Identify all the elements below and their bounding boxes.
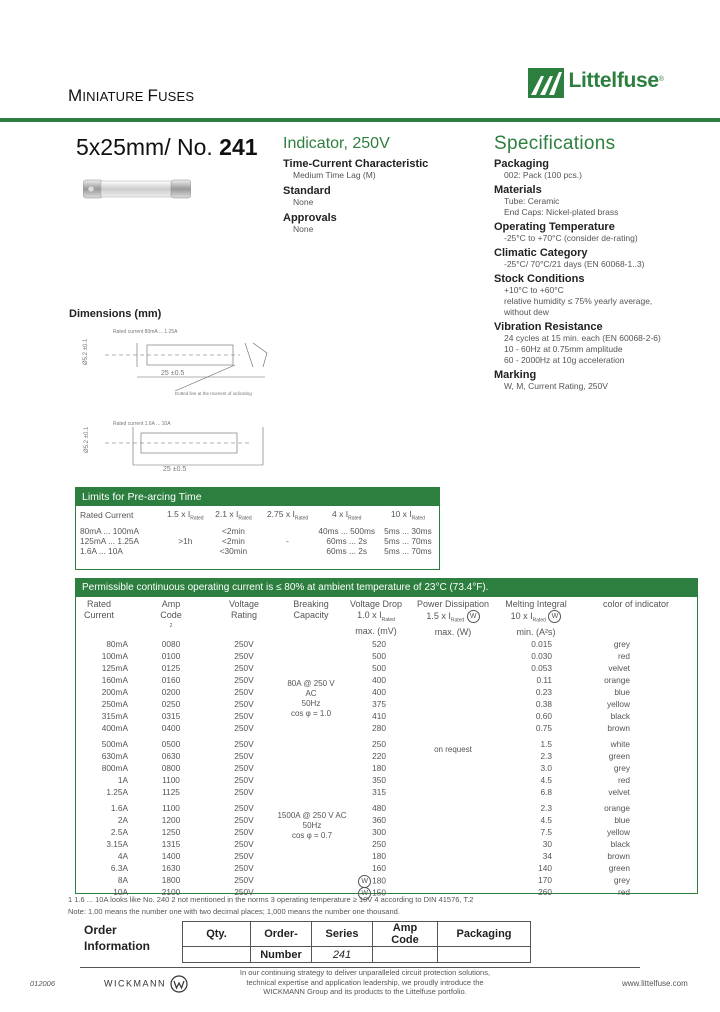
prearc-cell: <30min — [219, 545, 248, 556]
rating-cell: 4.5 — [540, 815, 552, 825]
prearc-title: Limits for Pre-arcing Time — [76, 488, 439, 506]
rating-cell: 1100 — [162, 803, 180, 813]
rating-cell: 6.8 — [540, 787, 552, 797]
hdr-power: Power Dissipation 1.5 x $I_{Rated}$ W max. (W) — [416, 599, 490, 637]
characteristics — [283, 158, 483, 235]
rating-cell: 250V — [234, 651, 254, 661]
prearc-cell: 1.6A ... 10A — [80, 545, 123, 556]
rating-cell: black — [610, 839, 630, 849]
rating-cell: red — [618, 651, 630, 661]
callout: Dotted line at the moment of indicating — [175, 391, 252, 396]
rating-cell: 180 — [372, 763, 386, 773]
rating-cell: 300 — [372, 827, 386, 837]
rating-cell: 250V — [234, 699, 254, 709]
rating-cell: 0315 — [161, 711, 181, 721]
rating-cell: 0.38 — [535, 699, 552, 709]
rating-cell: 3.0 — [540, 763, 552, 773]
rating-cell: 480 — [372, 803, 386, 813]
ratings-title: Permissible continuous operating current is ≤ 80% at ambient temperature of 23°C (73.4°F). — [76, 579, 697, 597]
brand-logo: Littelfuse® — [528, 68, 664, 98]
ratings-headers — [76, 597, 697, 637]
prearc-cell — [162, 546, 208, 556]
rating-cell: 250V — [234, 827, 254, 837]
rating-cell: 80mA — [106, 639, 128, 649]
rating-cell: 30 — [542, 839, 552, 849]
rating-cell: 250V — [234, 639, 254, 649]
spec-value: 60 - 2000Hz at 10g acceleration — [504, 355, 625, 365]
rating-cell: 250V — [234, 851, 254, 861]
rating-cell: 1.25A — [106, 787, 128, 797]
prearc-cell: 5ms ... 30ms — [384, 525, 432, 536]
spec-heading: Stock Conditions — [494, 273, 585, 285]
rating-cell: 3.15A — [106, 839, 128, 849]
rating-cell: 500 — [372, 651, 386, 661]
rating-cell: blue — [614, 815, 630, 825]
rating-cell: 1100 — [162, 775, 180, 785]
rating-cell: 6.3A — [110, 863, 128, 873]
prearc-cell — [258, 526, 316, 536]
rating-cell: 400 — [372, 675, 386, 685]
dimensions-label: Dimensions (mm) — [69, 308, 162, 320]
order-number: Order- — [251, 922, 312, 947]
rating-cell: 250V — [234, 675, 254, 685]
prearc-row — [76, 536, 439, 546]
footer-date: 012006 — [30, 979, 56, 988]
rating-cell: 250V — [234, 839, 254, 849]
prearc-cell: 60ms ... 2s — [326, 535, 367, 546]
rating-cell: 0.030 — [531, 651, 552, 661]
prearc-grid — [76, 506, 439, 556]
rating-cell: orange — [604, 803, 630, 813]
rating-cell: 7.5 — [540, 827, 552, 837]
rating-cell: 1.5 — [540, 739, 552, 749]
order-amp-value — [373, 947, 438, 963]
footer-text: In our continuing strategy to deliver unparalleled circuit protection solutions, technical expertise and application leadership, we proudly introduce the WICKMANN Group and its products to the Littelfuse portfolio. — [239, 968, 491, 996]
rating-cell: 1200 — [161, 815, 181, 825]
char-heading: Time-Current Characteristic — [283, 158, 429, 170]
rating-cell: 800mA — [101, 763, 128, 773]
prearc-row — [76, 546, 439, 556]
header-rule — [0, 118, 720, 122]
rating-cell: 375 — [372, 699, 386, 709]
note-1: Rated current 80mA ... 1.25A — [113, 329, 178, 335]
order-packaging: Packaging — [438, 922, 531, 947]
product-subtitle: Indicator, 250V — [283, 135, 390, 152]
rating-cell: 0.053 — [531, 663, 552, 673]
rating-cell: 1315 — [161, 839, 181, 849]
rating-cell: 410 — [372, 711, 386, 721]
rating-cell: 220 — [372, 751, 386, 761]
rating-cell: 500 — [372, 663, 386, 673]
fuse-photo — [83, 177, 191, 201]
prearc-cell: 40ms ... 500ms — [318, 525, 376, 536]
order-pack-value — [438, 947, 531, 963]
length-2: 25 ±0.5 — [163, 466, 187, 473]
approval-icon: W — [358, 875, 371, 888]
rating-cell: 0400 — [161, 723, 181, 733]
rating-cell: 630mA — [101, 751, 128, 761]
rating-cell: 180 — [372, 851, 386, 861]
rating-cell: 520 — [372, 639, 386, 649]
rating-cell: green — [608, 863, 630, 873]
rating-cell: red — [618, 775, 630, 785]
prearc-header: 2.1 x $I_{Rated}$ — [215, 509, 252, 522]
hdr-rated: Rated Current — [83, 599, 114, 620]
rating-cell: 250V — [234, 723, 254, 733]
order-label: Order Information — [84, 923, 150, 953]
prearc-cell: <2min — [222, 525, 245, 536]
char-heading: Standard — [283, 185, 331, 197]
rating-cell: 160 — [372, 863, 386, 873]
spec-heading: Marking — [494, 369, 537, 381]
rating-cell: 4A — [117, 851, 128, 861]
rating-cell: 0250 — [161, 699, 181, 709]
rating-cell: 2.3 — [540, 803, 552, 813]
rating-cell: 350 — [372, 775, 386, 785]
rating-cell: 2A — [117, 815, 128, 825]
rating-cell: 200mA — [101, 687, 128, 697]
rating-cell: 34 — [542, 851, 552, 861]
spec-value: 10 - 60Hz at 0.75mm amplitude — [504, 344, 623, 354]
rating-cell: brown — [607, 851, 630, 861]
rating-cell: 0.75 — [535, 723, 552, 733]
rating-cell: 8A — [117, 875, 128, 885]
prearc-cell — [162, 526, 208, 536]
ratings-footnote: 1 1.6 ... 10A looks like No. 240 2 not mentioned in the norms 3 operating temperature ≥ 10V 4 according to DIN 41576, T.2 — [68, 895, 474, 904]
rating-cell: 2.5A — [110, 827, 128, 837]
rating-cell: 140 — [538, 863, 552, 873]
rating-cell: 0.23 — [535, 687, 552, 697]
rating-cell: grey — [613, 639, 630, 649]
note-2: Rated current 1.6A ... 10A — [113, 421, 171, 427]
rating-cell: 250V — [234, 687, 254, 697]
rating-cell: red — [618, 887, 630, 897]
rating-cell: 250V — [234, 663, 254, 673]
rating-cell: 400 — [372, 687, 386, 697]
product-title: 5x25mm/ No. 241 — [76, 134, 258, 160]
rating-cell: 0.015 — [531, 639, 552, 649]
char-heading: Approvals — [283, 212, 337, 224]
rating-cell: W 150 — [346, 887, 386, 900]
rating-cell: 250V — [234, 739, 254, 749]
prearc-header: 10 x $I_{Rated}$ — [390, 509, 425, 522]
diam-1: Ø5.2 ±0.1 — [83, 338, 89, 365]
rating-cell: black — [610, 711, 630, 721]
spec-value: End Caps: Nickel-plated brass — [504, 207, 619, 217]
rating-cell: 360 — [372, 815, 386, 825]
order-series-value: 241 — [312, 947, 373, 963]
page-title: MINIATURE FUSES — [68, 86, 195, 105]
length-1: 25 ±0.5 — [161, 370, 185, 377]
rating-cell: 280 — [372, 723, 386, 733]
prearc-cell: 125mA ... 1.25A — [80, 535, 140, 546]
rating-cell: 250V — [234, 863, 254, 873]
ratings-note: Note: 1.00 means the number one with two decimal places; 1,000 means the number one thousand. — [68, 907, 400, 916]
approval-icon: W — [358, 887, 371, 900]
littelfuse-logo-icon — [528, 68, 564, 98]
spec-heading: Operating Temperature — [494, 221, 615, 233]
wickmann-logo-icon — [170, 975, 188, 993]
rating-cell: 250V — [234, 787, 254, 797]
specifications-list — [494, 158, 714, 392]
char-value: None — [293, 224, 314, 234]
prearc-header: 1.5 x $I_{Rated}$ — [167, 509, 204, 522]
spec-heading: Vibration Resistance — [494, 321, 603, 333]
char-value: None — [293, 197, 314, 207]
spec-value: Tube: Ceramic — [504, 196, 560, 206]
rating-cell: 0080 — [161, 639, 181, 649]
rating-cell: blue — [614, 687, 630, 697]
spec-value: W, M, Current Rating, 250V — [504, 381, 608, 391]
prearc-table — [75, 487, 440, 570]
prearc-cell: - — [286, 535, 289, 546]
wickmann-logo: WICKMANN — [104, 975, 188, 993]
ratings-table — [75, 578, 698, 898]
rating-cell: yellow — [606, 827, 630, 837]
breaking-a: 80A @ 250 V AC 50Hz cos φ = 1.0 — [287, 679, 335, 718]
spec-value: -25°C to +70°C (consider de-rating) — [504, 233, 638, 243]
spec-value: relative humidity ≤ 75% yearly average, — [504, 296, 653, 306]
rating-cell: 250V — [234, 803, 254, 813]
hdr-breaking: Breaking Capacity — [293, 599, 329, 620]
rating-cell: orange — [604, 675, 630, 685]
rating-cell: 0160 — [161, 675, 181, 685]
rating-cell: 250 — [372, 739, 386, 749]
rating-cell: 125mA — [101, 663, 128, 673]
ratings-body — [76, 637, 697, 898]
rating-cell: 250 — [372, 839, 386, 849]
dimension-drawing — [75, 325, 295, 475]
rating-cell: 250V — [234, 815, 254, 825]
hdr-vdrop: Voltage Drop 1.0 x $I_{Rated}$ max. (mV) — [349, 599, 403, 636]
rating-cell: 2100 — [161, 887, 181, 897]
order-series: Series — [312, 922, 373, 947]
spec-value: without dew — [504, 307, 549, 317]
rating-cell: 315 — [372, 787, 386, 797]
prearc-cell: <2min — [222, 535, 245, 546]
rating-cell: yellow — [606, 699, 630, 709]
rating-cell: 250V — [234, 887, 254, 897]
hdr-voltage: Voltage Rating — [228, 599, 260, 620]
rating-cell: velvet — [608, 663, 630, 673]
rating-cell: 100mA — [101, 651, 128, 661]
footer-url[interactable]: www.littelfuse.com — [622, 979, 688, 988]
rating-cell: 250V — [234, 875, 254, 885]
specifications-title: Specifications — [494, 133, 616, 154]
order-amp-code: Amp Code — [373, 922, 438, 947]
rating-cell: 250V — [234, 763, 254, 773]
rating-cell: 170 — [538, 875, 552, 885]
rating-cell: 10A — [113, 887, 128, 897]
rating-cell: grey — [613, 763, 630, 773]
rating-cell: 250mA — [101, 699, 128, 709]
rating-cell: 500mA — [101, 739, 128, 749]
hdr-amp: Amp Code 2 — [160, 599, 182, 629]
rating-cell: W 180 — [346, 875, 386, 888]
rating-cell: white — [610, 739, 630, 749]
rating-cell: 0200 — [161, 687, 181, 697]
rating-cell: 250V — [234, 751, 254, 761]
rating-cell: 2.3 — [540, 751, 552, 761]
spec-heading: Climatic Category — [494, 247, 588, 259]
spec-value: +10°C to +60°C — [504, 285, 564, 295]
rating-cell: velvet — [608, 787, 630, 797]
rating-cell: 160mA — [101, 675, 128, 685]
rating-cell: 1250 — [161, 827, 181, 837]
rating-cell: green — [608, 751, 630, 761]
prearc-cell: >1h — [178, 535, 193, 546]
rating-cell: 0.60 — [535, 711, 552, 721]
rating-cell: 1800 — [161, 875, 181, 885]
rating-cell: 250V — [234, 775, 254, 785]
prearc-cell — [258, 546, 316, 556]
prearc-cell: 5ms ... 70ms — [384, 535, 432, 546]
rating-cell: grey — [613, 875, 630, 885]
spec-value: -25°C/ 70°C/21 days (EN 60068-1..3) — [504, 259, 645, 269]
rating-cell: 1630 — [161, 863, 181, 873]
spec-heading: Packaging — [494, 158, 550, 170]
rating-cell: 400mA — [101, 723, 128, 733]
rating-cell: 0500 — [161, 739, 181, 749]
rating-cell: 1400 — [161, 851, 181, 861]
order-qty-value — [183, 947, 251, 963]
rating-cell: 250V — [234, 711, 254, 721]
prearc-row — [76, 526, 439, 536]
char-value: Medium Time Lag (M) — [293, 170, 376, 180]
rating-cell: 315mA — [101, 711, 128, 721]
rating-cell: 1.6A — [110, 803, 128, 813]
rating-cell: 0.11 — [536, 675, 552, 685]
spec-heading: Materials — [494, 184, 542, 196]
power-note: on request — [434, 745, 472, 754]
prearc-cell: 60ms ... 2s — [326, 545, 367, 556]
rating-cell: 0800 — [161, 763, 181, 773]
rating-cell: 4.5 — [540, 775, 552, 785]
order-qty: Qty. — [183, 922, 251, 947]
hdr-melt: Melting Integral 10 x $I_{Rated}$ W min. (A²s) — [505, 599, 567, 637]
spec-value: 24 cycles at 15 min. each (EN 60068-2-6) — [504, 333, 661, 343]
order-number-2: Number — [251, 947, 312, 963]
rating-cell: 1A — [117, 775, 128, 785]
prearc-cell: 5ms ... 70ms — [384, 545, 432, 556]
breaking-b: 1500A @ 250 V AC 50Hz cos φ = 0.7 — [277, 811, 347, 840]
spec-value: 002: Pack (100 pcs.) — [504, 170, 582, 180]
diam-2: Ø5.2 ±0.1 — [84, 426, 90, 453]
rating-cell: 0630 — [161, 751, 181, 761]
order-table — [182, 921, 531, 963]
rating-cell: brown — [607, 723, 630, 733]
hdr-color: color of indicator — [602, 599, 670, 609]
rating-cell: 1125 — [162, 787, 180, 797]
rating-cell: 0100 — [161, 651, 181, 661]
prearc-cell: 80mA ... 100mA — [80, 525, 140, 536]
rating-cell: 0125 — [161, 663, 181, 673]
prearc-header: 2.75 x $I_{Rated}$ — [266, 509, 309, 522]
prearc-header: Rated Current — [80, 510, 134, 521]
rating-cell: 260 — [538, 887, 552, 897]
prearc-header: 4 x $I_{Rated}$ — [332, 509, 362, 522]
